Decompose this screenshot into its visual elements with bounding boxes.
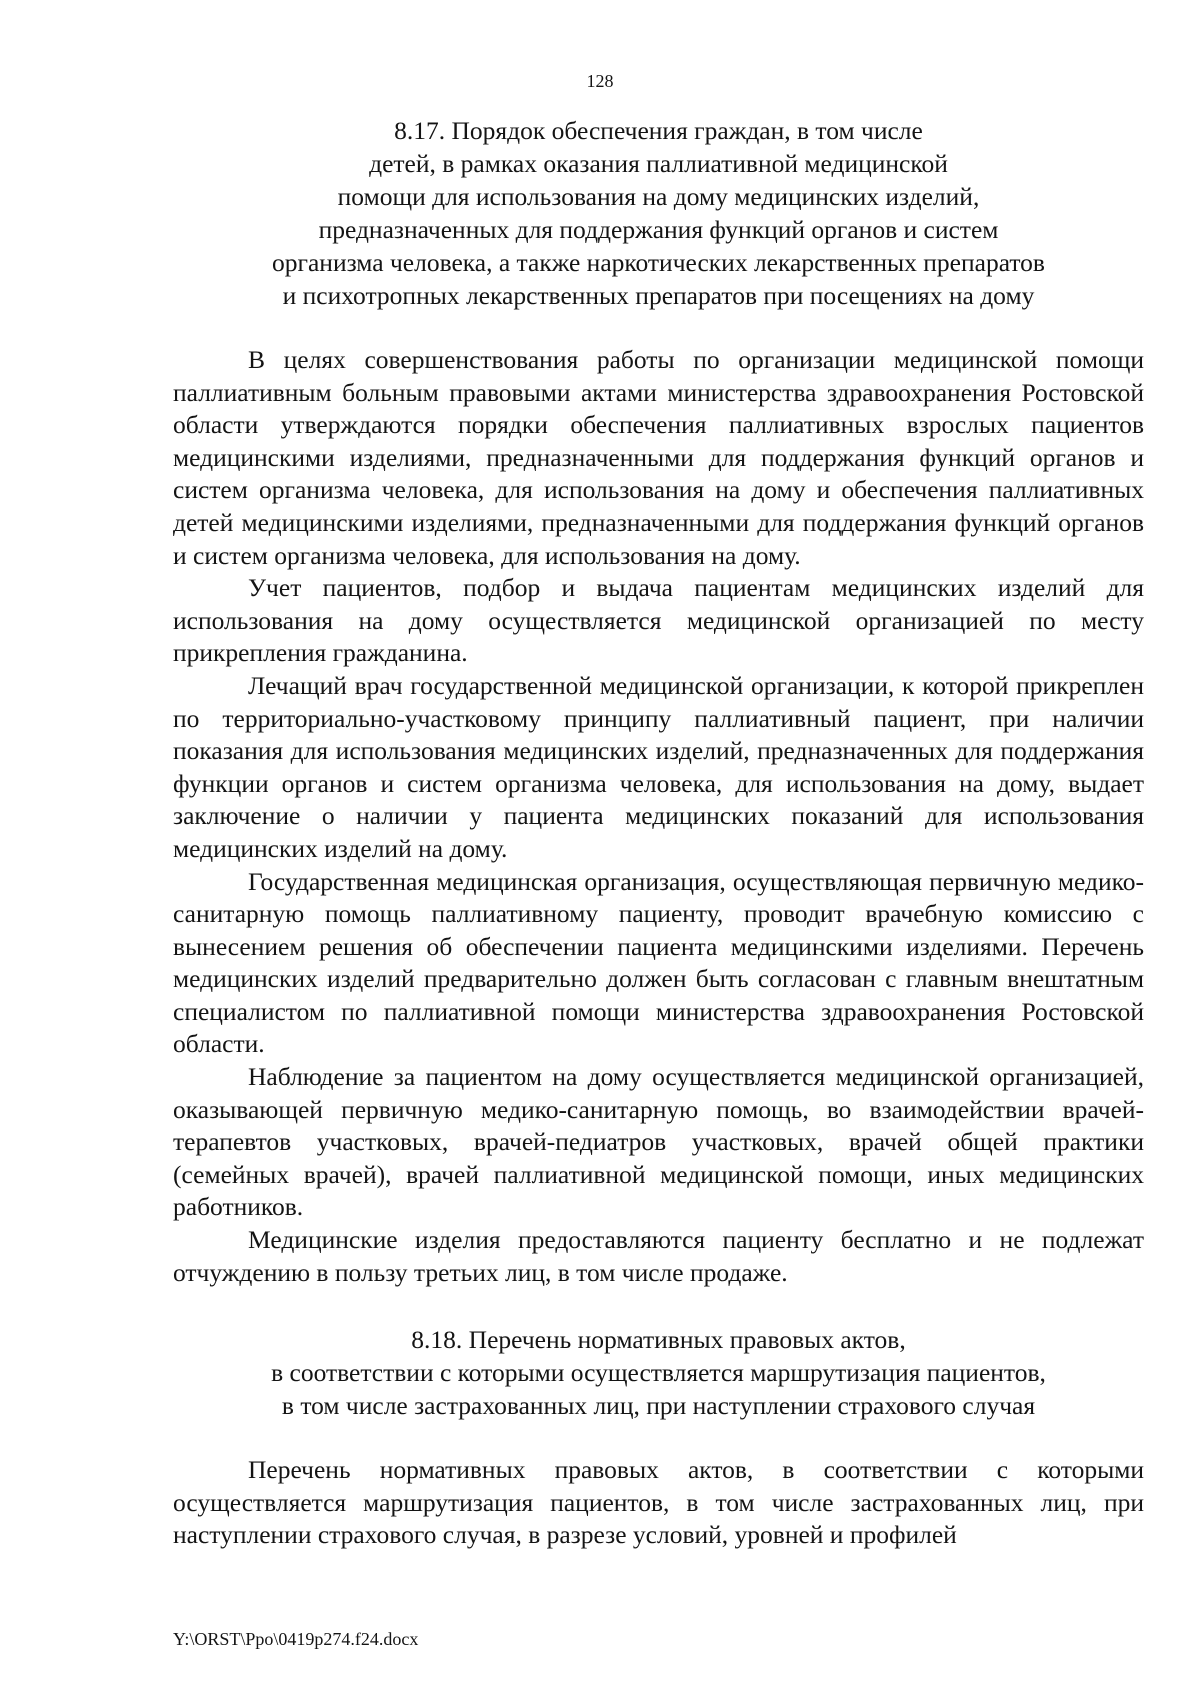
paragraph: Наблюдение за пациентом на дому осуществляется медицинской организацией, оказывающей первичную медико-санитарную помощь, во взаимодействии врачей-терапевтов участковых, врачей-педиатров участковых, врачей общей практики (семейных врачей), врачей паллиативной медицинской помощи, иных медицинских работников. — [173, 1062, 1144, 1222]
spacer — [173, 1289, 1144, 1323]
heading-line: 8.18. Перечень нормативных правовых актов, — [411, 1325, 906, 1355]
document-body — [173, 114, 1144, 1552]
paragraph: Медицинские изделия предоставляются пациенту бесплатно и не подлежат отчуждению в пользу третьих лиц, в том числе продаже. — [173, 1225, 1144, 1287]
heading-line: 8.17. Порядок обеспечения граждан, в том числе — [394, 116, 923, 145]
section-8-17-heading — [173, 114, 1144, 312]
heading-line: предназначенных для поддержания функций органов и систем — [318, 215, 999, 244]
heading-line: в том числе застрахованных лиц, при наступлении страхового случая — [281, 1391, 1036, 1421]
spacer — [173, 1422, 1144, 1454]
heading-line: и психотропных лекарственных препаратов при посещениях на дому — [282, 281, 1035, 310]
paragraph: Перечень нормативных правовых актов, в соответствии с которыми осуществляется маршрутизация пациентов, в том числе застрахованных лиц, при наступлении страхового случая, в разрезе условий, уровней и профилей — [173, 1455, 1144, 1550]
paragraph: Учет пациентов, подбор и выдача пациентам медицинских изделий для использования на дому осуществляется медицинской организацией по месту прикрепления гражданина. — [173, 573, 1144, 668]
heading-line: детей, в рамках оказания паллиативной медицинской — [369, 149, 948, 178]
heading-line: помощи для использования на дому медицинских изделий, — [337, 182, 980, 211]
heading-line: в соответствии с которыми осуществляется маршрутизация пациентов, — [271, 1358, 1046, 1388]
page-number: 128 — [586, 71, 614, 91]
paragraph: В целях совершенствования работы по организации медицинской помощи паллиативным больным правовыми актами министерства здравоохранения Ростовской области утверждаются порядки обеспечения паллиативных взрослых пациентов медицинскими изделиями, предназначенными для поддержания функций органов и систем организма человека, для использования на дому и обеспечения паллиативных детей медицинскими изделиями, предназначенными для поддержания функций органов и систем организма человека, для использования на дому. — [173, 345, 1144, 570]
spacer — [173, 312, 1144, 344]
heading-line: организма человека, а также наркотических лекарственных препаратов — [272, 248, 1045, 277]
paragraph: Государственная медицинская организация, осуществляющая первичную медико-санитарную помощь паллиативному пациенту, проводит врачебную комиссию с вынесением решения об обеспечении пациента медицинскими изделиями. Перечень медицинских изделий предварительно должен быть согласован с главным внештатным специалистом по паллиативной помощи министерства здравоохранения Ростовской области. — [173, 866, 1144, 1059]
paragraph: Лечащий врач государственной медицинской организации, к которой прикреплен по территориально-участковому принципу паллиативный пациент, при наличии показания для использования медицинских изделий, предназначенных для поддержания функции органов и систем организма человека, для использования на дому, выдает заключение о наличии у пациента медицинских показаний для использования медицинских изделий на дому. — [173, 670, 1144, 863]
section-8-18-heading — [173, 1323, 1144, 1422]
footer-file-path: Y:\ORST\Ppo\0419p274.f24.docx — [173, 1629, 419, 1649]
